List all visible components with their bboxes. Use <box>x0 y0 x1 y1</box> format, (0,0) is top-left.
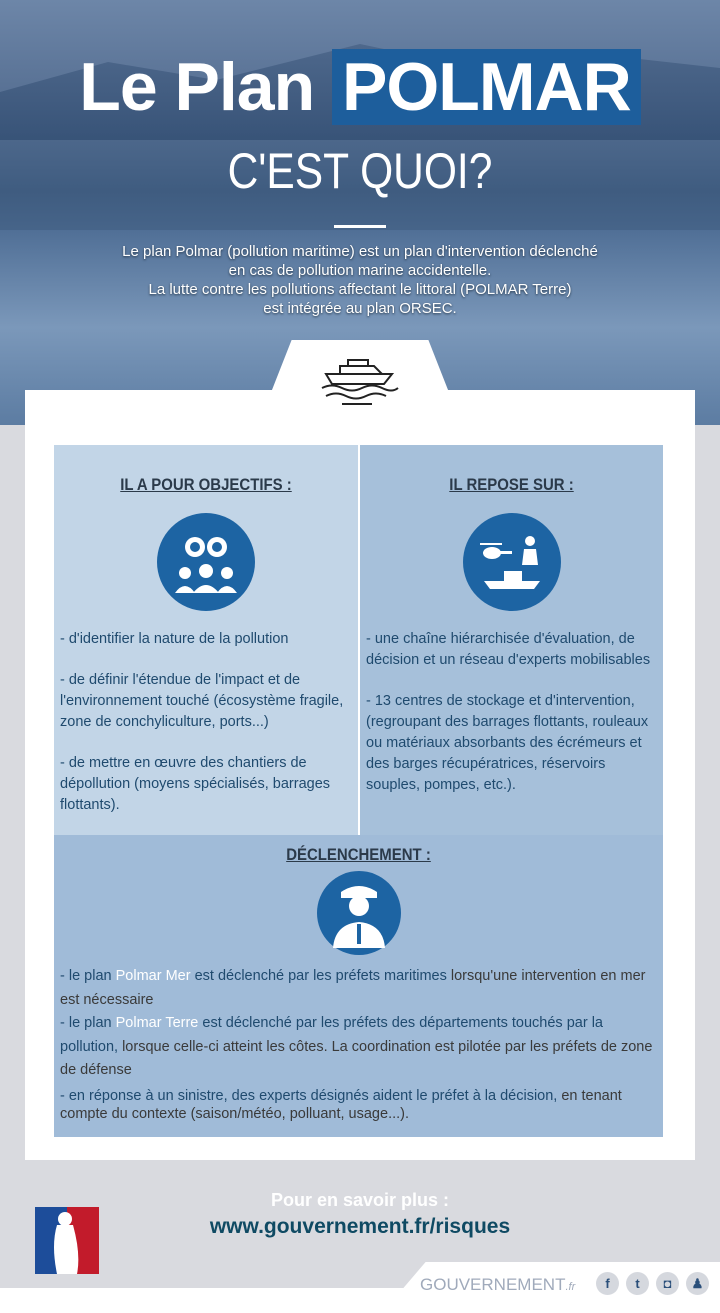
intro-text: Le plan Polmar (pollution maritime) est un plan d'intervention déclenché en cas de pollution marine accidentelle. La lutte contre les pollutions affectant le littoral (POLMAR Terre) est intégrée au plan ORSEC. <box>122 243 598 317</box>
triggering-heading: DÉCLENCHEMENT : <box>286 845 431 864</box>
objectives-panel <box>54 445 358 835</box>
facebook-icon[interactable]: f <box>596 1272 619 1295</box>
objective-item: - de mettre en œuvre des chantiers de dépollution (moyens spécialisés, barrages flottants). <box>60 755 331 813</box>
page-title: Le Plan POLMAR <box>0 48 720 126</box>
trigger-item-terre: - le plan Polmar Terre est déclenché par les préfets des départements touchés par la pollution, lorsque celle-ci atteint les côtes. La coordination est pilotée par les préfets de zone de défense <box>60 1015 653 1078</box>
objective-item: - de définir l'étendue de l'impact et de l'environnement touché (écosystème fragile, zone de conchyliculture, ports...) <box>60 672 344 730</box>
objectives-heading: IL A POUR OBJECTIFS : <box>120 475 292 494</box>
trigger-item-experts: - en réponse à un sinistre, des experts désignés aident le préfet à la décision, en tenant compte du contexte (saison/météo, polluant, usage...). <box>60 1087 622 1122</box>
page-subtitle: C'EST QUOI? <box>227 143 493 199</box>
objective-item: - d'identifier la nature de la pollution <box>60 631 289 647</box>
resources-panel <box>360 445 663 835</box>
divider <box>334 225 386 228</box>
social-links <box>596 1272 709 1295</box>
binoculars-workers-icon <box>157 513 255 611</box>
snapchat-icon[interactable]: ♟ <box>686 1272 709 1295</box>
resource-item: - 13 centres de stockage et d'intervention, (regroupant des barrages flottants, rouleaux ou matériaux absorbants des écrémeurs et des barges récupératrices, réservoirs souples, pompes, etc.). <box>366 693 649 793</box>
resources-heading: IL REPOSE SUR : <box>449 475 574 494</box>
boat-icon <box>318 350 402 410</box>
twitter-icon[interactable]: t <box>626 1272 649 1295</box>
info-link[interactable]: www.gouvernement.fr/risques <box>209 1215 511 1238</box>
instagram-icon[interactable]: ◘ <box>656 1272 679 1295</box>
trigger-item-mer: - le plan Polmar Mer est déclenché par les préfets maritimes lorsqu'une intervention en mer est nécessaire <box>60 968 646 1008</box>
gouvernement-logo[interactable]: GOUVERNEMENT.fr <box>420 1275 576 1294</box>
helicopter-ship-icon <box>463 513 561 611</box>
triggering-panel <box>54 835 663 1137</box>
resource-item: - une chaîne hiérarchisée d'évaluation, de décision et un réseau d'experts mobilisables <box>366 631 651 668</box>
more-info: Pour en savoir plus : www.gouvernement.fr/risques <box>0 1190 720 1239</box>
officer-icon <box>317 871 401 955</box>
